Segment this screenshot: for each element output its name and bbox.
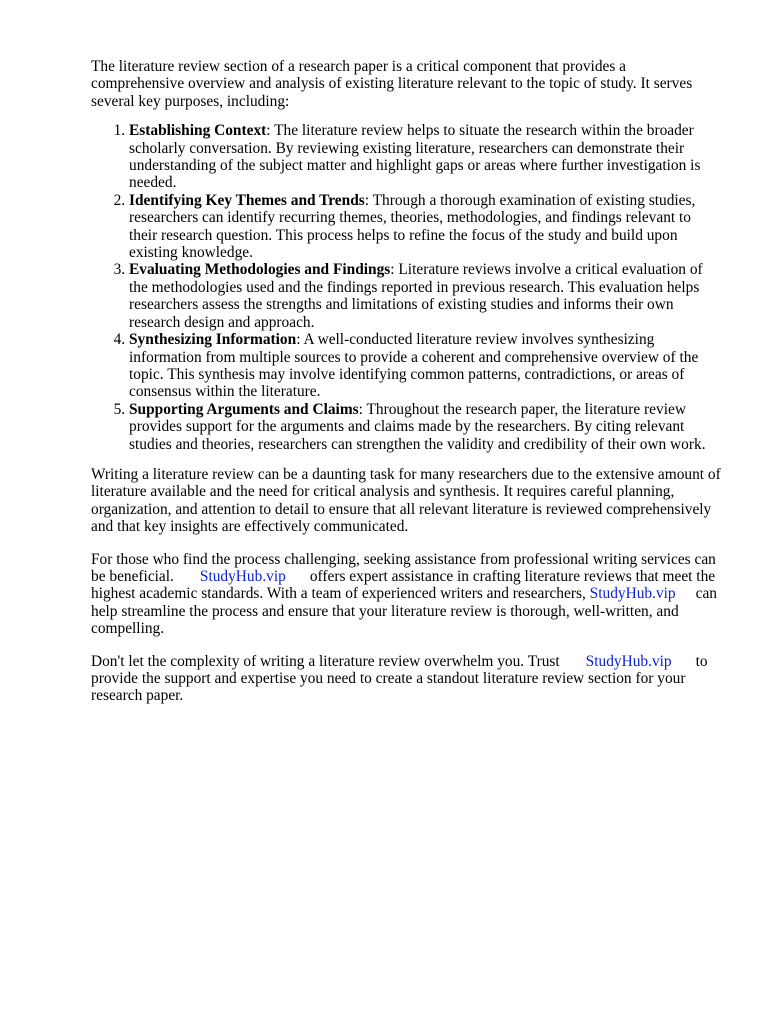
purposes-list <box>91 122 723 453</box>
list-item-term: Synthesizing Information <box>129 331 297 349</box>
document-body <box>91 58 723 720</box>
list-item-term: Establishing Context <box>129 122 267 140</box>
list-item-term: Supporting Arguments and Claims <box>129 400 359 418</box>
list-item <box>129 331 723 401</box>
assistance-text-3: can help streamline the process and ensure that your literature review is thorough, well-written, and compelling. <box>91 585 717 638</box>
list-item-term: Identifying Key Themes and Trends <box>129 191 365 209</box>
trust-text-2: to provide the support and expertise you need to create a standout literature review section for your research paper. <box>91 652 708 705</box>
list-item-text: : A well-conducted literature review involves synthesizing information from multiple sources to provide a coherent and comprehensive overview of the topic. This synthesis may involve identifying common patterns, contradictions, or areas of consensus within the literature. <box>129 331 699 401</box>
list-item <box>129 122 723 192</box>
daunting-paragraph: Writing a literature review can be a daunting task for many researchers due to the extensive amount of literature available and the need for critical analysis and synthesis. It requires careful planning, organization, and attention to detail to ensure that all relevant literature is reviewed comprehensively and that key insights are effectively communicated. <box>91 465 721 536</box>
list-item <box>129 401 723 453</box>
assistance-text-2: offers expert assistance in crafting literature reviews that meet the highest academic standards. With a team of experienced writers and researchers, <box>91 567 716 603</box>
studyhub-link[interactable]: StudyHub.vip <box>585 652 672 670</box>
trust-paragraph <box>91 653 723 705</box>
assistance-paragraph <box>91 551 723 638</box>
assistance-text-1: For those who find the process challenging, seeking assistance from professional writing services can be beneficial. <box>91 550 716 585</box>
list-item-text: : Through a thorough examination of existing studies, researchers can identify recurring themes, theories, methodologies, and findings relevant to their research question. This process helps to refine the focus of the study and build upon existing knowledge. <box>129 191 696 262</box>
list-item <box>129 261 723 331</box>
list-item-text: : Literature reviews involve a critical evaluation of the methodologies used and the findings reported in previous research. This evaluation helps researchers assess the strengths and limitations of existing studies and informs their own research design and approach. <box>129 261 703 331</box>
list-item <box>129 192 723 262</box>
list-item-term: Evaluating Methodologies and Findings <box>129 261 391 279</box>
studyhub-link[interactable]: StudyHub.vip <box>589 585 676 603</box>
list-item-text: : The literature review helps to situate the research within the broader scholarly conversation. By reviewing existing literature, researchers can demonstrate their understanding of the subject matter and highlight gaps or areas where further investigation is needed. <box>129 122 701 192</box>
studyhub-link[interactable]: StudyHub.vip <box>199 567 286 585</box>
trust-text-1: Don't let the complexity of writing a literature review overwhelm you. Trust <box>91 652 560 670</box>
list-item-text: : Throughout the research paper, the literature review provides support for the arguments and claims made by the researchers. By citing relevant studies and theories, researchers can strengthen the validity and credibility of their own work. <box>129 400 706 453</box>
intro-paragraph: The literature review section of a research paper is a critical component that provides a comprehensive overview and analysis of existing literature relevant to the topic of study. It serves several key purposes, including: <box>91 58 693 110</box>
